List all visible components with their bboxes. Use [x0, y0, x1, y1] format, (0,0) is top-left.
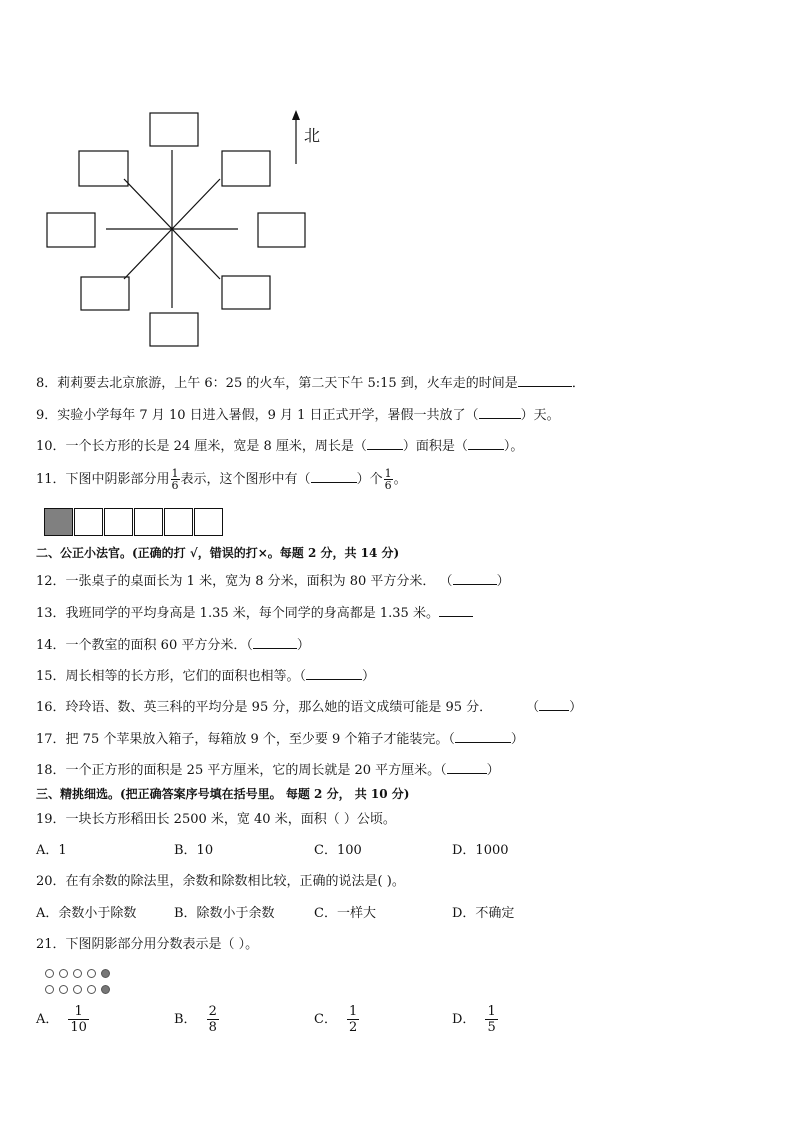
circle	[73, 969, 82, 978]
box-northeast	[222, 151, 270, 186]
question-8: 8．莉莉要去北京旅游，上午 6：25 的火车，第二天下午 5:15 到，火车走的时间是 ．	[36, 376, 585, 391]
fraction: $\frac{1}{6}$	[384, 467, 392, 492]
section-2-title: 二、公正小法官。(正确的打 √，错误的打×。每题 2 分，共 14 分)	[36, 546, 400, 560]
box-south	[150, 313, 198, 346]
q19-option-a[interactable]: A．1	[36, 843, 67, 858]
question-21: 21．下图阴影部分用分数表示是（ ）。	[36, 937, 259, 952]
question-18: 18．一个正方形的面积是 25 平方厘米，它的周长就是 20 平方厘米。（ ）	[36, 763, 500, 778]
circle	[45, 969, 54, 978]
strip-cell	[164, 508, 193, 536]
q21-option-c[interactable]: C． $\frac{1}{2}$	[314, 1004, 358, 1035]
fraction: $\frac{1}{6}$	[171, 467, 179, 492]
answer-blank[interactable]	[311, 470, 357, 483]
answer-blank[interactable]	[367, 437, 403, 450]
answer-blank[interactable]	[479, 406, 521, 419]
q20-option-d[interactable]: D．不确定	[452, 906, 515, 921]
question-16: 16．玲玲语、数、英三科的平均分是 95 分，那么她的语文成绩可能是 95 分． （ ）	[36, 700, 583, 715]
north-label: 北	[304, 126, 321, 145]
box-east	[258, 213, 305, 247]
answer-blank[interactable]	[539, 698, 569, 711]
question-13: 13．我班同学的平均身高是 1.35 米，每个同学的身高都是 1.35 米。	[36, 604, 473, 622]
question-12: 12．一张桌子的桌面长为 1 米，宽为 8 分米，面积为 80 平方分米． （ ）	[36, 574, 510, 589]
strip-cell	[104, 508, 133, 536]
q19-option-b[interactable]: B．10	[174, 843, 214, 858]
box-northwest	[79, 151, 128, 186]
section-3-title: 三、精挑细选。(把正确答案序号填在括号里。 每题 2 分， 共 10 分)	[36, 787, 410, 801]
answer-blank[interactable]	[453, 572, 497, 585]
box-southeast	[222, 276, 270, 309]
circles-figure	[45, 969, 115, 997]
circle	[59, 985, 68, 994]
strip-cell	[74, 508, 103, 536]
north-arrow-icon	[292, 110, 300, 120]
q19-option-c[interactable]: C．100	[314, 843, 362, 858]
question-20: 20．在有余数的除法里，余数和除数相比较，正确的说法是( )。	[36, 874, 405, 889]
shaded-strip	[44, 508, 224, 536]
box-north	[150, 113, 198, 146]
box-west	[47, 213, 95, 247]
circle	[45, 985, 54, 994]
q20-option-b[interactable]: B．除数小于余数	[174, 906, 275, 921]
strip-cell	[194, 508, 223, 536]
q21-option-b[interactable]: B． $\frac{2}{8}$	[174, 1004, 217, 1035]
answer-blank[interactable]	[253, 636, 297, 649]
q20-option-a[interactable]: A．余数小于除数	[36, 906, 137, 921]
answer-blank[interactable]	[447, 761, 487, 774]
q20-option-c[interactable]: C．一样大	[314, 906, 376, 921]
answer-blank[interactable]	[439, 604, 473, 617]
question-10: 10．一个长方形的长是 24 厘米，宽是 8 厘米，周长是（ ）面积是（ ）。	[36, 439, 524, 454]
question-9: 9．实验小学每年 7 月 10 日进入暑假，9 月 1 日正式开学，暑假一共放了（ ）天。	[36, 408, 560, 423]
answer-blank[interactable]	[455, 730, 511, 743]
q21-option-a[interactable]: A． $\frac{1}{10}$	[36, 1004, 87, 1035]
q19-option-d[interactable]: D．1000	[452, 843, 509, 858]
box-southwest	[81, 277, 129, 310]
circle	[87, 985, 96, 994]
q21-option-d[interactable]: D． $\frac{1}{5}$	[452, 1004, 496, 1035]
question-19: 19．一块长方形稻田长 2500 米，宽 40 米，面积（ ）公顷。	[36, 812, 396, 827]
answer-blank[interactable]	[468, 437, 504, 450]
answer-blank[interactable]	[306, 667, 362, 680]
question-14: 14．一个教室的面积 60 平方分米．（ ）	[36, 638, 310, 653]
strip-cell	[134, 508, 163, 536]
circle-shaded	[101, 985, 110, 994]
question-15: 15．周长相等的长方形，它们的面积也相等。（ ）	[36, 669, 376, 684]
circle-shaded	[101, 969, 110, 978]
answer-blank[interactable]	[518, 374, 572, 387]
question-17: 17．把 75 个苹果放入箱子，每箱放 9 个，至少要 9 个箱子才能装完。（ ）	[36, 732, 524, 747]
circle	[87, 969, 96, 978]
question-11: 11．下图中阴影部分用 $\frac{1}{6}$ 表示，这个图形中有（ ）个 $\frac{1}{6}$ 。	[36, 467, 407, 492]
circle	[59, 969, 68, 978]
strip-cell-shaded	[44, 508, 73, 536]
circle	[73, 985, 82, 994]
